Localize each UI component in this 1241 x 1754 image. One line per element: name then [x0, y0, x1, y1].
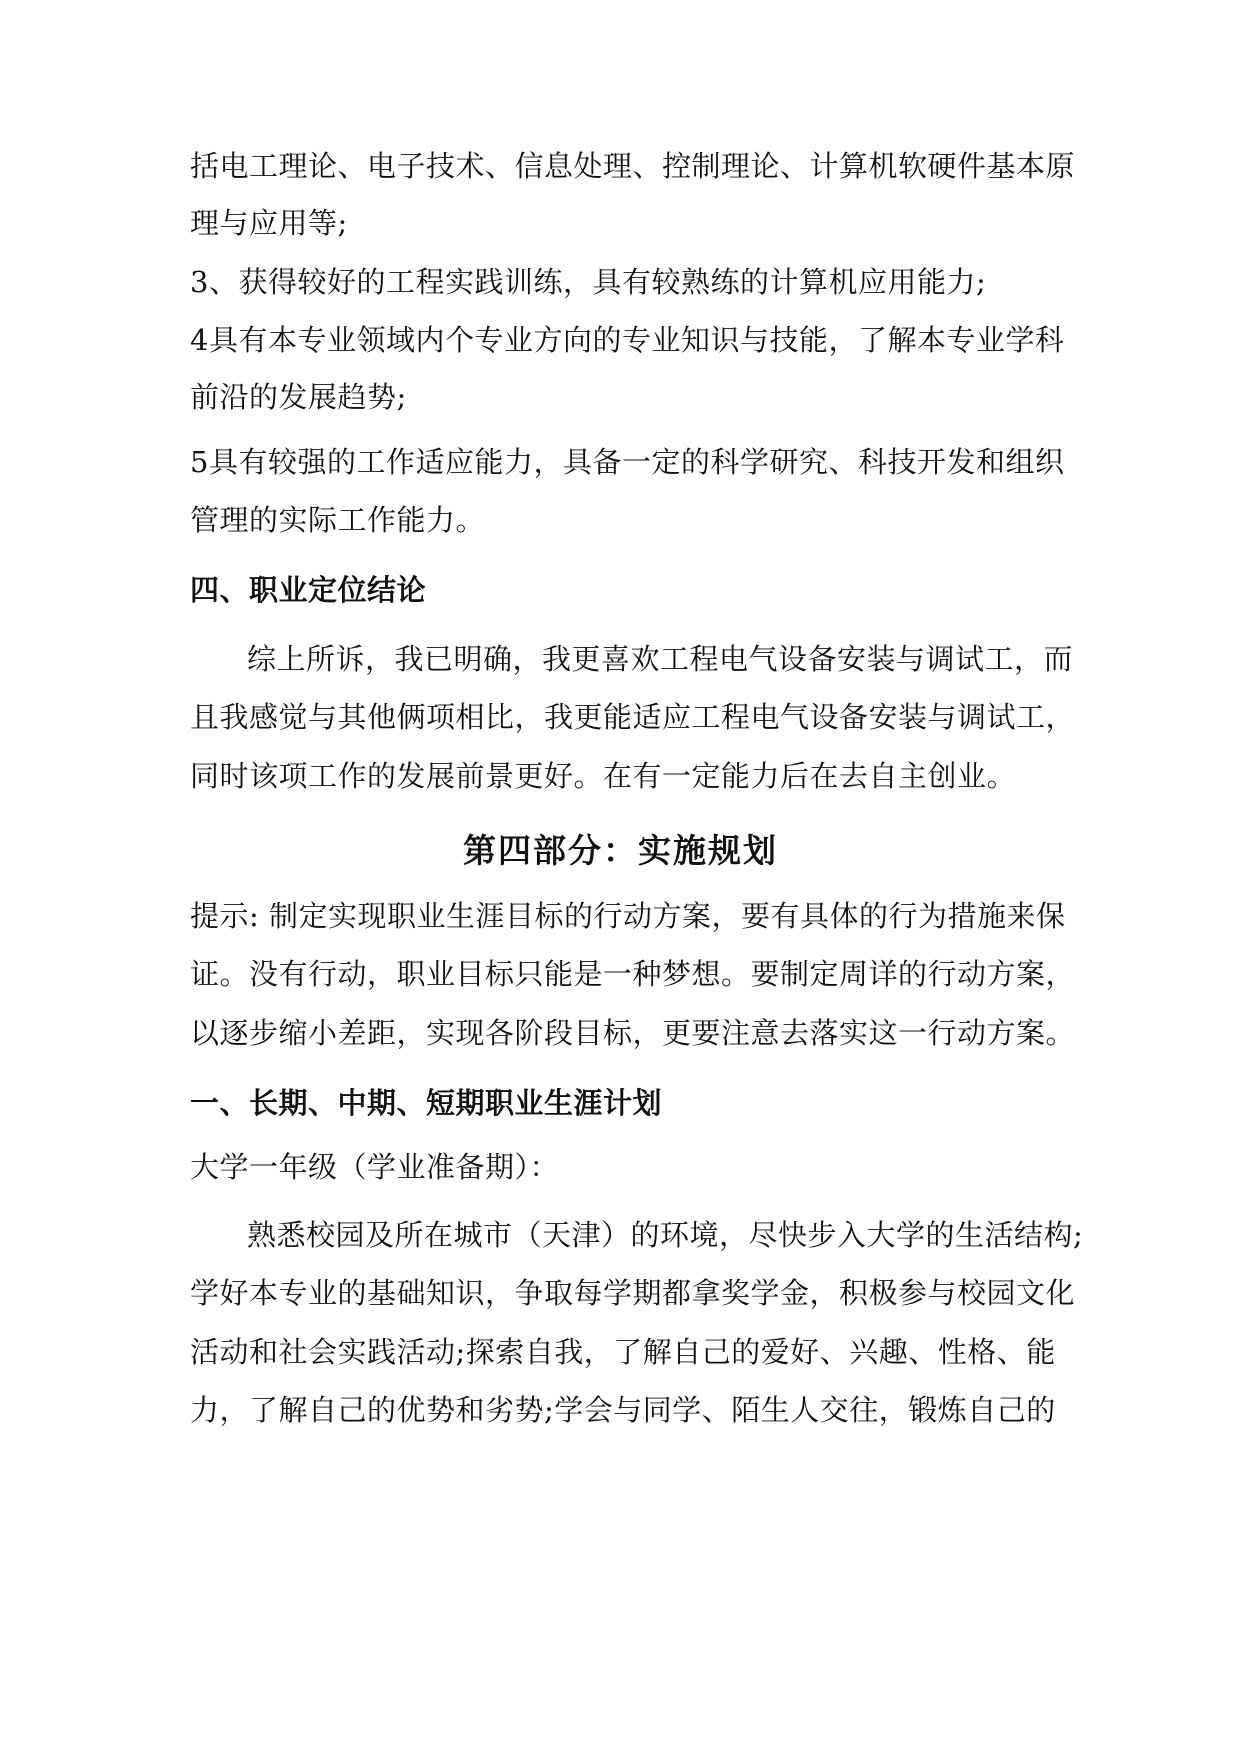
year1-text-line: 熟悉校园及所在城市（天津）的环境，尽快步入大学的生活结构;	[247, 1218, 1084, 1252]
body-text-line: 3、获得较好的工程实践训练，具有较熟练的计算机应用能力;	[190, 265, 987, 299]
part4-title: 第四部分：实施规划	[463, 831, 778, 870]
year1-text-line: 学好本专业的基础知识，争取每学期都拿奖学金，积极参与校园文化	[190, 1276, 1076, 1310]
year1-text-line: 力，了解自己的优势和劣势;学会与同学、陌生人交往，锻炼自己的	[190, 1393, 1056, 1427]
hint-text-line: 提示: 制定实现职业生涯目标的行动方案，要有具体的行为措施来保	[190, 899, 1066, 933]
conclusion-text-line: 且我感觉与其他俩项相比，我更能适应工程电气设备安装与调试工，	[190, 700, 1076, 734]
body-text-line: 理与应用等;	[190, 206, 348, 240]
body-text-line: 4具有本专业领域内个专业方向的专业知识与技能，了解本专业学科	[190, 323, 1065, 357]
heading-career-conclusion: 四、职业定位结论	[190, 573, 427, 607]
conclusion-text-line: 同时该项工作的发展前景更好。在有一定能力后在去自主创业。	[190, 759, 1017, 793]
year1-text-line: 活动和社会实践活动;探索自我，了解自己的爱好、兴趣、性格、能	[190, 1335, 1056, 1369]
conclusion-text-line: 综上所诉，我已明确，我更喜欢工程电气设备安装与调试工，而	[247, 642, 1074, 676]
body-text-line: 管理的实际工作能力。	[190, 503, 486, 537]
body-text-line: 括电工理论、电子技术、信息处理、控制理论、计算机软硬件基本原	[190, 149, 1076, 183]
body-text-line: 5具有较强的工作适应能力，具备一定的科学研究、科技开发和组织	[190, 445, 1065, 479]
year1-label: 大学一年级（学业准备期）：	[190, 1150, 560, 1184]
body-text-line: 前沿的发展趋势;	[190, 380, 407, 414]
hint-text-line: 以逐步缩小差距，实现各阶段目标，更要注意去落实这一行动方案。	[190, 1016, 1076, 1050]
heading-career-plan: 一、长期、中期、短期职业生涯计划	[190, 1086, 663, 1120]
hint-text-line: 证。没有行动，职业目标只能是一种梦想。要制定周详的行动方案，	[190, 957, 1076, 991]
